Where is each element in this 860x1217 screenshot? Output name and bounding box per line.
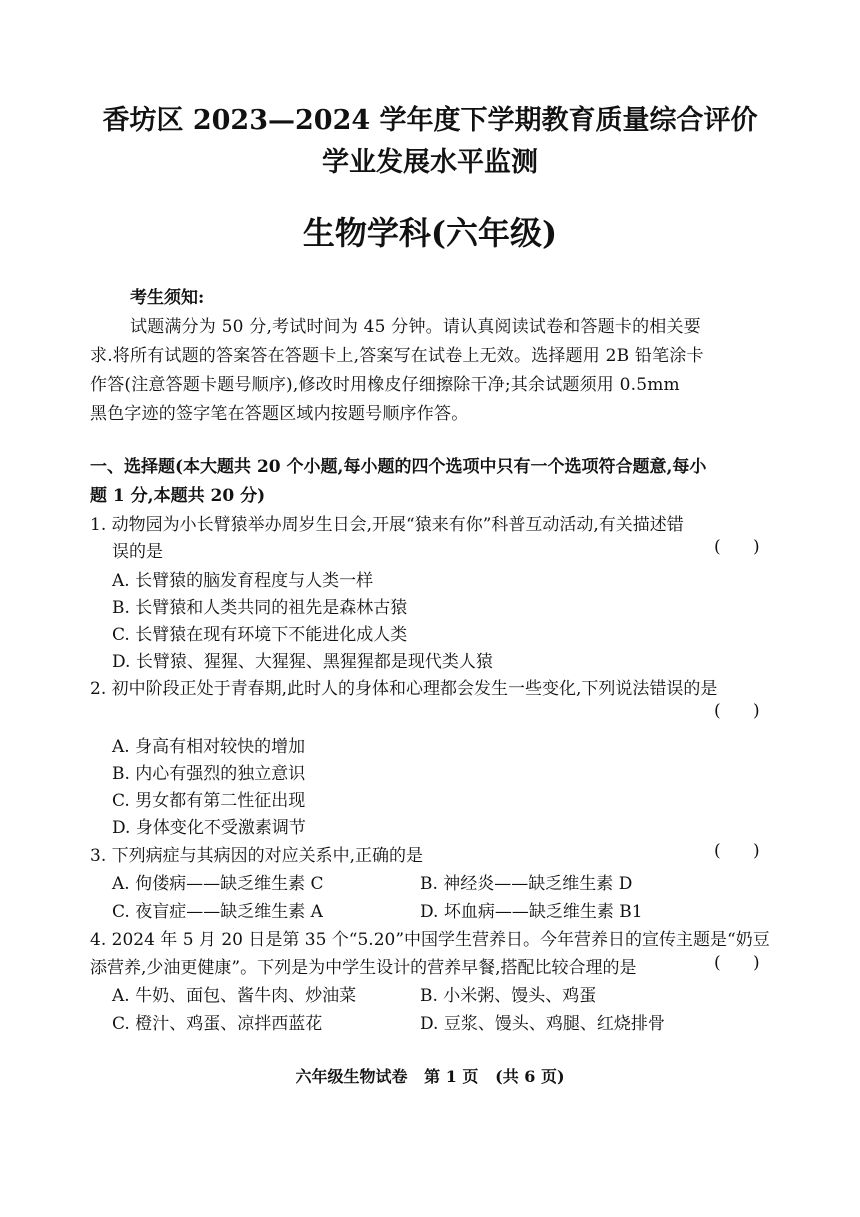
answer-paren: ( ) [714, 841, 760, 861]
answer-paren: ( ) [714, 701, 760, 721]
notice-line: 作答(注意答题卡题号顺序),修改时用橡皮仔细擦除干净;其余试题须用 0.5mm [90, 375, 680, 395]
option-d: D. 身体变化不受激素调节 [112, 818, 306, 838]
option-a: A. 佝偻病——缺乏维生素 C [112, 874, 324, 894]
question-stem: 3. 下列病症与其病因的对应关系中,正确的是 [90, 846, 424, 866]
subject-title: 生物学科(六年级) [302, 214, 558, 252]
option-c: C. 男女都有第二性征出现 [112, 791, 306, 811]
option-d: D. 豆浆、馒头、鸡腿、红烧排骨 [420, 1014, 665, 1034]
exam-title-line2: 学业发展水平监测 [322, 147, 538, 178]
page-footer: 六年级生物试卷 第 1 页 (共 6 页) [295, 1067, 565, 1086]
option-b: B. 内心有强烈的独立意识 [112, 764, 306, 784]
option-b: B. 神经炎——缺乏维生素 D [420, 874, 633, 894]
option-d: D. 长臂猿、猩猩、大猩猩、黑猩猩都是现代类人猿 [112, 652, 493, 672]
question-stem: 4. 2024 年 5 月 20 日是第 35 个“5.20”中国学生营养日。今年营养日的宣传主题是“奶豆 [90, 930, 770, 950]
option-a: A. 身高有相对较快的增加 [112, 737, 306, 757]
option-d: D. 坏血病——缺乏维生素 B1 [420, 902, 643, 922]
question-stem-cont: 误的是 [112, 542, 163, 562]
section-heading: 一、选择题(本大题共 20 个小题,每小题的四个选项中只有一个选项符合题意,每小 [90, 457, 707, 477]
option-b: B. 长臂猿和人类共同的祖先是森林古猿 [112, 598, 408, 618]
notice-line: 试题满分为 50 分,考试时间为 45 分钟。请认真阅读试卷和答题卡的相关要 [130, 317, 701, 337]
notice-line: 求.将所有试题的答案答在答题卡上,答案写在试卷上无效。选择题用 2B 铅笔涂卡 [90, 346, 704, 366]
option-a: A. 长臂猿的脑发育程度与人类一样 [112, 571, 374, 591]
option-a: A. 牛奶、面包、酱牛肉、炒油菜 [112, 986, 357, 1006]
answer-paren: ( ) [714, 537, 760, 557]
option-c: C. 夜盲症——缺乏维生素 A [112, 902, 323, 922]
section-heading-cont: 题 1 分,本题共 20 分) [90, 486, 266, 506]
option-b: B. 小米粥、馒头、鸡蛋 [420, 986, 597, 1006]
exam-title-line1: 香坊区 2023—2024 学年度下学期教育质量综合评价 [102, 105, 758, 136]
question-stem: 2. 初中阶段正处于青春期,此时人的身体和心理都会发生一些变化,下列说法错误的是 [90, 679, 718, 699]
option-c: C. 橙汁、鸡蛋、凉拌西蓝花 [112, 1014, 323, 1034]
answer-paren: ( ) [714, 953, 760, 973]
question-stem-cont: 添营养,少油更健康”。下列是为中学生设计的营养早餐,搭配比较合理的是 [90, 958, 637, 978]
notice-line: 黑色字迹的签字笔在答题区域内按题号顺序作答。 [90, 404, 469, 424]
option-c: C. 长臂猿在现有环境下不能进化成人类 [112, 625, 408, 645]
notice-heading: 考生须知: [130, 288, 205, 308]
question-stem: 1. 动物园为小长臂猿举办周岁生日会,开展“猿来有你”科普互动活动,有关描述错 [90, 515, 684, 535]
